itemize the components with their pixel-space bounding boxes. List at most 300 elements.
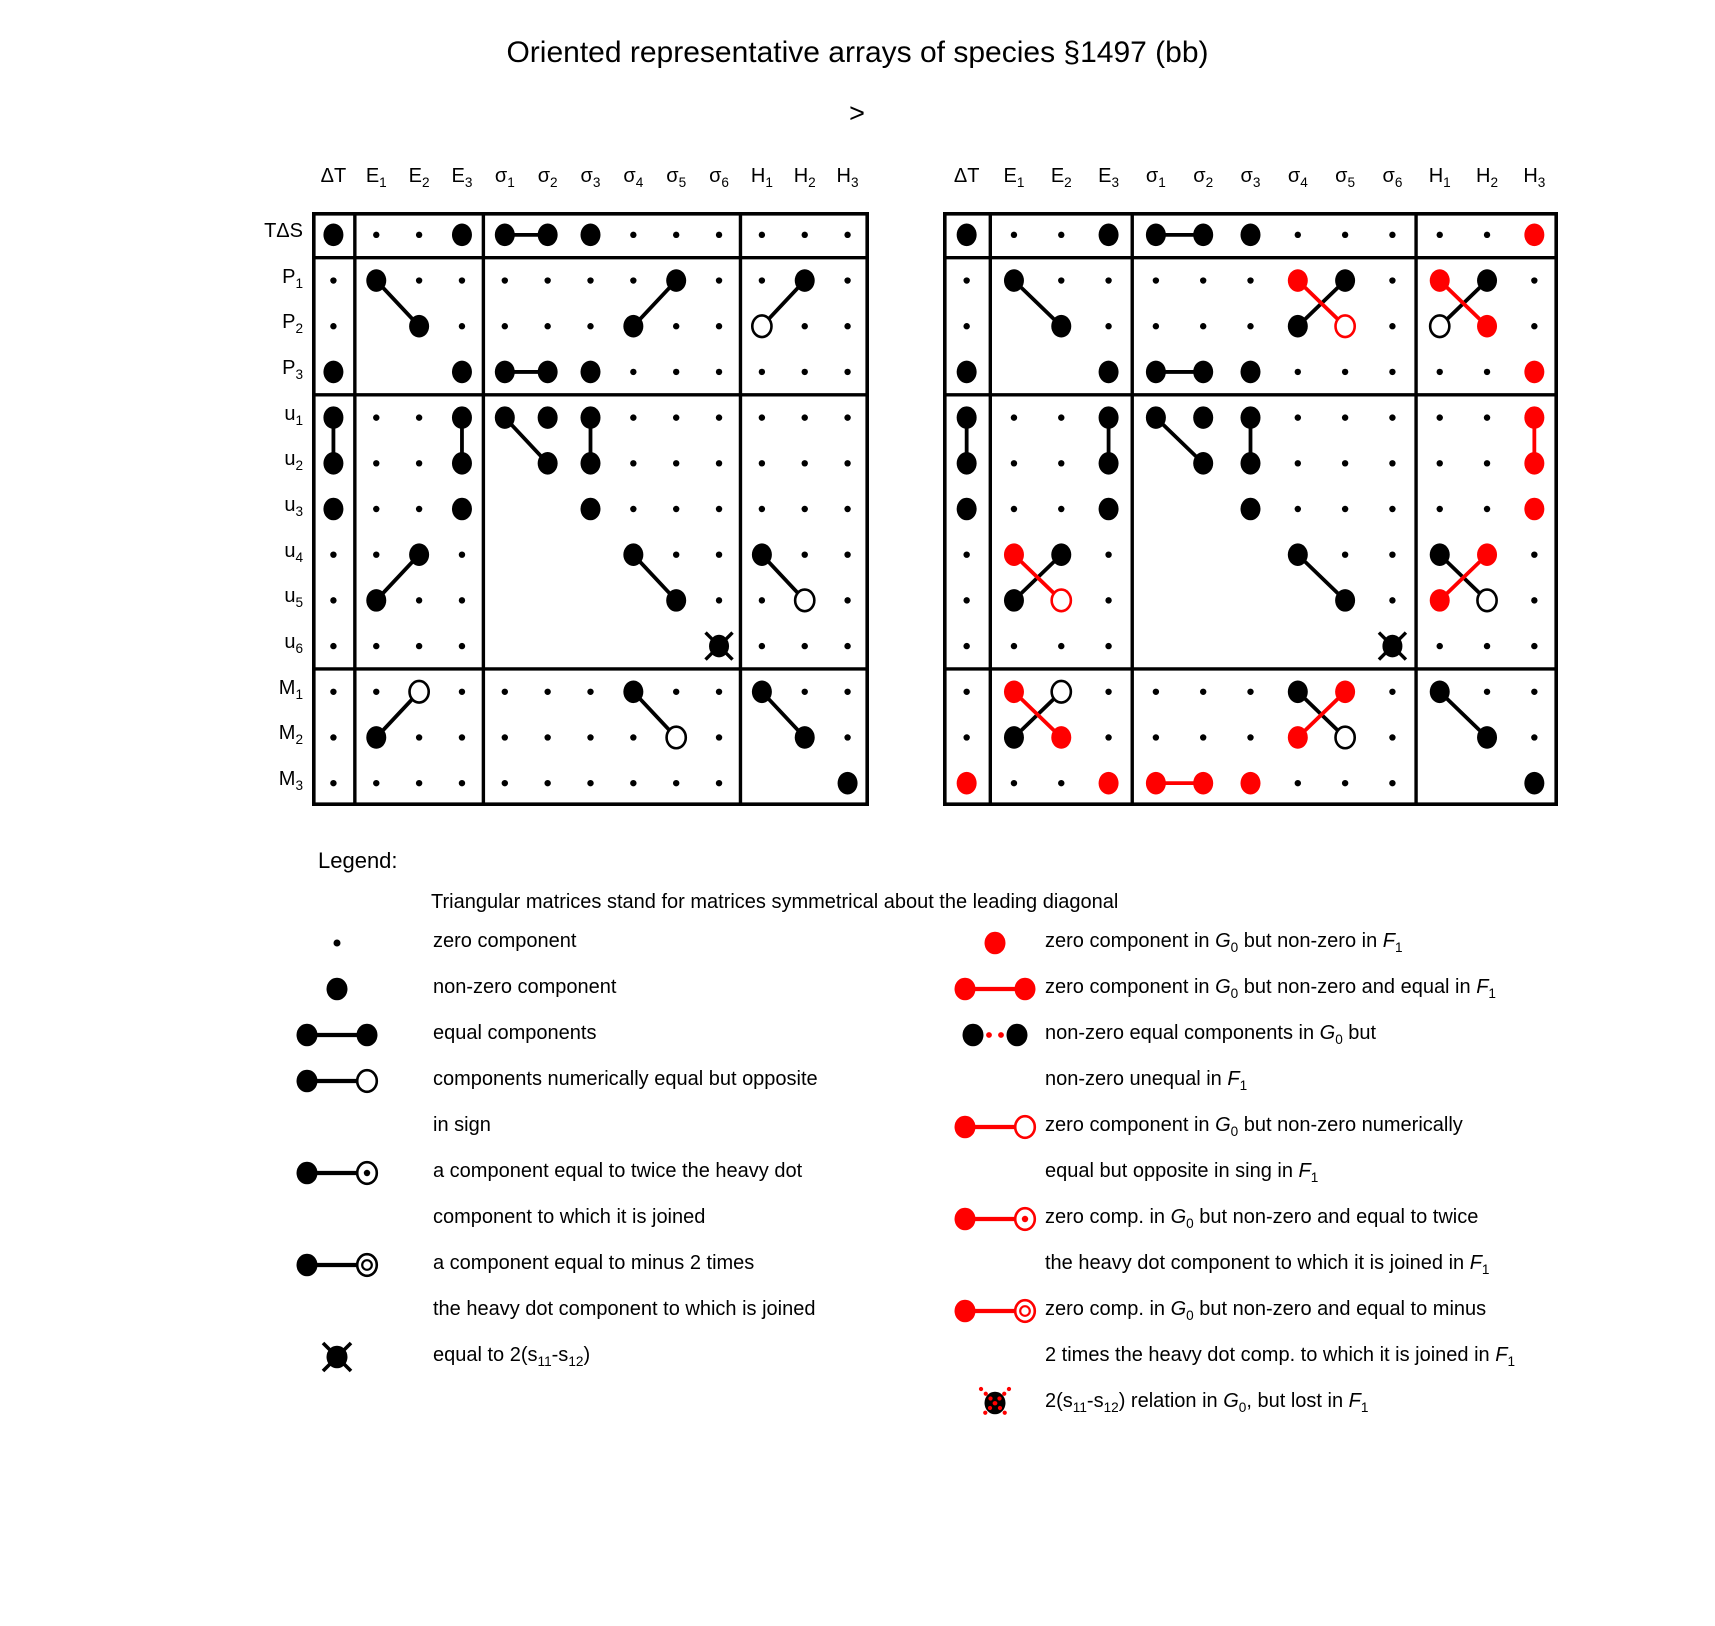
zero-dot: [1200, 323, 1206, 329]
zero-dot: [1484, 643, 1490, 649]
nonzero-dot: [1288, 680, 1308, 703]
red-nonzero-dot: [1524, 452, 1544, 475]
zero-dot: [716, 689, 722, 695]
zero-dot: [963, 551, 969, 557]
red-nonzero-dot: [1288, 269, 1308, 292]
zero-dot: [1437, 232, 1443, 238]
zero-dot: [963, 323, 969, 329]
zero-dot: [373, 232, 379, 238]
zero-dot: [1437, 643, 1443, 649]
zero-dot: [1342, 506, 1348, 512]
open-circle: [1477, 590, 1496, 612]
zero-dot: [1295, 414, 1301, 420]
legend-text: components numerically equal but opposite: [433, 1068, 818, 1090]
zero-dot: [1200, 277, 1206, 283]
zero-dot: [1153, 689, 1159, 695]
nonzero-dot: [838, 772, 858, 795]
zero-dot: [459, 689, 465, 695]
zero-dot: [1295, 232, 1301, 238]
zero-dot: [1437, 414, 1443, 420]
nonzero-dot: [1193, 452, 1213, 475]
legend-text: zero component in $G_0$ but non-zero and equal in $F_1$: [1045, 976, 1496, 1001]
comparison-operator: >: [849, 98, 865, 128]
nonzero-dot: [1099, 224, 1119, 247]
opp-ko-icon: [287, 1058, 387, 1104]
zero-dot: [1105, 597, 1111, 603]
zero-dot: [373, 643, 379, 649]
legend-note: Triangular matrices stand for matrices symmetrical about the leading diagonal: [431, 891, 1119, 913]
uneq-icon: [945, 1012, 1045, 1058]
open-circle: [410, 681, 429, 703]
col-label: $\sigma_5$: [666, 165, 687, 190]
eq-rr-icon: [945, 966, 1045, 1012]
zero-dot: [330, 597, 336, 603]
red-nonzero-dot: [957, 772, 977, 795]
nonzero-dot: [957, 224, 977, 247]
nonzero-dot: [1241, 452, 1261, 475]
col-label: ΔT: [320, 165, 347, 187]
zero-dot: [673, 414, 679, 420]
zero-dot: [1437, 506, 1443, 512]
col-label: $E_2$: [408, 165, 430, 190]
zero-dot: [459, 323, 465, 329]
zero-dot: [716, 369, 722, 375]
nonzero-dot: [1241, 498, 1261, 521]
nonzero-dot: [1477, 726, 1497, 749]
red-nonzero-dot: [1477, 315, 1497, 338]
col-label: $\sigma_3$: [580, 165, 601, 190]
twice-k-icon: [287, 1150, 387, 1196]
col-label: $H_2$: [793, 165, 816, 190]
legend-text: non-zero unequal in $F_1$: [1045, 1068, 1248, 1093]
zero-dot: [1295, 460, 1301, 466]
zero-dot: [1437, 460, 1443, 466]
zero-dot: [502, 323, 508, 329]
legend-text: equal but opposite in sing in $F_1$: [1045, 1160, 1319, 1185]
zero-dot: [630, 460, 636, 466]
open-circle: [1052, 590, 1071, 612]
zero-dot: [1153, 277, 1159, 283]
x-k-icon: [287, 1334, 387, 1380]
row-label: $u_4$: [284, 539, 303, 565]
nonzero-dot: [957, 361, 977, 384]
zero-dot: [963, 597, 969, 603]
zero-dot: [1011, 643, 1017, 649]
nonzero-dot: [752, 543, 772, 566]
nonzero-dot: [1146, 224, 1166, 247]
nonzero-dot: [1288, 543, 1308, 566]
row-label: $u_3$: [284, 494, 303, 519]
zero-dot: [844, 460, 850, 466]
row-label: $M_3$: [278, 768, 303, 794]
col-label: $\sigma_4$: [623, 165, 644, 190]
zero-icon: [287, 920, 387, 966]
nonzero-dot: [1099, 406, 1119, 429]
red-nonzero-dot: [1524, 498, 1544, 521]
row-label: $P_1$: [282, 265, 303, 291]
zero-dot: [673, 506, 679, 512]
zero-dot: [1437, 369, 1443, 375]
nonzero-dot: [1051, 315, 1071, 338]
zero-dot: [330, 780, 336, 786]
zero-dot: [1011, 506, 1017, 512]
zero-dot: [587, 780, 593, 786]
zero-dot: [1484, 506, 1490, 512]
nonzero-dot: [323, 224, 343, 247]
open-circle: [1430, 315, 1449, 337]
nonzero-dot: [1193, 406, 1213, 429]
zero-dot: [1058, 232, 1064, 238]
zero-dot: [963, 734, 969, 740]
zero-dot: [544, 323, 550, 329]
col-label: $\sigma_1$: [1145, 165, 1166, 190]
nonzero-dot: [1430, 543, 1450, 566]
zero-dot: [759, 597, 765, 603]
legend-text: non-zero equal components in $G_0$ but: [1045, 1022, 1377, 1047]
zero-dot: [716, 551, 722, 557]
nonzero-dot: [1099, 452, 1119, 475]
legend-text: a component equal to minus 2 times: [433, 1252, 755, 1274]
zero-dot: [502, 780, 508, 786]
zero-dot: [673, 551, 679, 557]
col-label: $H_3$: [836, 165, 859, 190]
row-label: $M_1$: [278, 676, 303, 702]
minus2-k-icon: [287, 1242, 387, 1288]
legend-text: zero comp. in $G_0$ but non-zero and equal to minus: [1045, 1298, 1487, 1323]
zero-dot: [373, 506, 379, 512]
zero-dot: [1531, 643, 1537, 649]
zero-dot: [1105, 643, 1111, 649]
zero-dot: [844, 643, 850, 649]
zero-dot: [802, 414, 808, 420]
nonzero-dot: [1004, 589, 1024, 612]
col-label: $\sigma_6$: [1382, 165, 1403, 190]
nonzero-dot: [323, 361, 343, 384]
zero-dot: [373, 551, 379, 557]
zero-dot: [716, 460, 722, 466]
nz-r-icon: [945, 920, 1045, 966]
zero-dot: [1011, 414, 1017, 420]
nonzero-dot: [1099, 498, 1119, 521]
nonzero-dot: [1193, 361, 1213, 384]
zero-dot: [963, 689, 969, 695]
red-nonzero-dot: [1099, 772, 1119, 795]
twice-r-icon: [945, 1196, 1045, 1242]
zero-dot: [1531, 597, 1537, 603]
legend-text: the heavy dot component to which it is joined in $F_1$: [1045, 1252, 1490, 1277]
zero-dot: [459, 597, 465, 603]
row-label: $u_2$: [284, 448, 303, 474]
zero-dot: [802, 369, 808, 375]
zero-dot: [1531, 689, 1537, 695]
nonzero-dot: [581, 361, 601, 384]
col-label: $H_1$: [1428, 165, 1451, 190]
x-lost-icon: [945, 1380, 1045, 1426]
nonzero-dot: [409, 543, 429, 566]
zero-dot: [673, 460, 679, 466]
nonzero-dot: [1241, 361, 1261, 384]
nonzero-dot: [323, 452, 343, 475]
zero-dot: [963, 643, 969, 649]
nonzero-dot: [581, 224, 601, 247]
zero-dot: [544, 780, 550, 786]
zero-dot: [1200, 689, 1206, 695]
legend-text: zero component in $G_0$ but non-zero numerically: [1045, 1114, 1463, 1139]
zero-dot: [1153, 323, 1159, 329]
zero-dot: [1342, 460, 1348, 466]
zero-dot: [802, 506, 808, 512]
nonzero-dot: [1146, 406, 1166, 429]
zero-dot: [1389, 734, 1395, 740]
nonzero-dot: [1241, 224, 1261, 247]
zero-dot: [1295, 369, 1301, 375]
col-label: $H_2$: [1476, 165, 1499, 190]
col-label: $H_1$: [750, 165, 773, 190]
zero-dot: [1389, 323, 1395, 329]
red-nonzero-dot: [1004, 680, 1024, 703]
nonzero-dot: [1524, 772, 1544, 795]
zero-dot: [844, 414, 850, 420]
col-label: $E_3$: [451, 165, 473, 190]
zero-dot: [716, 597, 722, 603]
zero-dot: [1011, 460, 1017, 466]
zero-dot: [1247, 323, 1253, 329]
zero-dot: [416, 597, 422, 603]
zero-dot: [630, 734, 636, 740]
zero-dot: [1531, 277, 1537, 283]
nonzero-dot: [538, 406, 558, 429]
zero-dot: [1342, 780, 1348, 786]
zero-dot: [716, 414, 722, 420]
zero-dot: [1531, 551, 1537, 557]
zero-dot: [1389, 414, 1395, 420]
zero-dot: [1389, 780, 1395, 786]
zero-dot: [416, 414, 422, 420]
zero-dot: [502, 277, 508, 283]
nonzero-dot: [495, 406, 515, 429]
zero-dot: [373, 460, 379, 466]
nonzero-dot: [452, 498, 472, 521]
zero-dot: [844, 232, 850, 238]
row-label: $u_5$: [284, 585, 303, 611]
nonzero-dot: [452, 406, 472, 429]
zero-dot: [716, 277, 722, 283]
zero-dot: [416, 232, 422, 238]
zero-dot: [1247, 734, 1253, 740]
nonzero-dot: [752, 680, 772, 703]
legend-text: the heavy dot component to which is joined: [433, 1298, 816, 1320]
zero-dot: [802, 643, 808, 649]
nonzero-dot: [1335, 269, 1355, 292]
zero-dot: [802, 460, 808, 466]
zero-dot: [844, 597, 850, 603]
nonzero-dot: [1004, 726, 1024, 749]
zero-dot: [673, 232, 679, 238]
zero-dot: [416, 643, 422, 649]
red-nonzero-dot: [1524, 406, 1544, 429]
nonzero-dot: [366, 269, 386, 292]
zero-dot: [459, 734, 465, 740]
zero-dot: [330, 689, 336, 695]
zero-dot: [759, 369, 765, 375]
red-nonzero-dot: [1430, 589, 1450, 612]
zero-dot: [1389, 369, 1395, 375]
zero-dot: [630, 780, 636, 786]
zero-dot: [759, 277, 765, 283]
legend-text: zero component: [433, 930, 577, 952]
nonzero-dot: [623, 543, 643, 566]
red-nonzero-dot: [1288, 726, 1308, 749]
zero-dot: [459, 277, 465, 283]
legend-text: equal to $2(s_{11}-s_{12})$: [433, 1344, 591, 1369]
zero-dot: [1531, 323, 1537, 329]
zero-dot: [759, 232, 765, 238]
zero-dot: [759, 460, 765, 466]
zero-dot: [587, 734, 593, 740]
col-label: $E_2$: [1050, 165, 1072, 190]
col-label: $\sigma_1$: [494, 165, 515, 190]
col-label: $\sigma_2$: [1193, 165, 1214, 190]
nonzero-dot: [666, 589, 686, 612]
nonzero-dot: [581, 498, 601, 521]
zero-dot: [1342, 551, 1348, 557]
col-label: $\sigma_3$: [1240, 165, 1261, 190]
zero-dot: [1484, 689, 1490, 695]
nonzero-dot: [323, 498, 343, 521]
minus2-r-icon: [945, 1288, 1045, 1334]
red-nonzero-dot: [1477, 543, 1497, 566]
zero-dot: [1484, 414, 1490, 420]
zero-dot: [630, 232, 636, 238]
zero-dot: [1389, 232, 1395, 238]
row-label: $P_2$: [282, 311, 303, 337]
zero-dot: [1058, 277, 1064, 283]
col-label: ΔT: [953, 165, 980, 187]
zero-dot: [459, 780, 465, 786]
nonzero-dot: [795, 269, 815, 292]
zero-dot: [844, 277, 850, 283]
eq-kk-icon: [287, 1012, 387, 1058]
zero-dot: [673, 369, 679, 375]
nonzero-dot: [666, 269, 686, 292]
zero-dot: [373, 689, 379, 695]
zero-dot: [802, 323, 808, 329]
zero-dot: [1295, 780, 1301, 786]
zero-dot: [1105, 689, 1111, 695]
zero-dot: [330, 277, 336, 283]
zero-dot: [459, 551, 465, 557]
row-label: $P_3$: [282, 356, 303, 382]
zero-dot: [630, 369, 636, 375]
zero-dot: [459, 643, 465, 649]
open-circle: [1336, 727, 1355, 749]
zero-dot: [802, 232, 808, 238]
zero-dot: [1295, 506, 1301, 512]
nonzero-dot: [495, 361, 515, 384]
matrix-g0: [312, 212, 869, 806]
col-label: $E_1$: [365, 165, 387, 190]
zero-dot: [1247, 277, 1253, 283]
zero-dot: [716, 780, 722, 786]
row-label: TΔS: [264, 219, 303, 242]
zero-dot: [1153, 734, 1159, 740]
nonzero-dot: [1193, 224, 1213, 247]
nonzero-dot: [366, 589, 386, 612]
zero-dot: [759, 506, 765, 512]
zero-dot: [1484, 460, 1490, 466]
nonzero-dot: [1004, 269, 1024, 292]
nonzero-dot: [452, 452, 472, 475]
zero-dot: [759, 643, 765, 649]
nonzero-dot: [1099, 361, 1119, 384]
zero-dot: [1105, 277, 1111, 283]
zero-dot: [844, 323, 850, 329]
nonzero-dot: [409, 315, 429, 338]
nonzero-dot: [1241, 406, 1261, 429]
col-label: $\sigma_4$: [1287, 165, 1308, 190]
nonzero-dot: [538, 452, 558, 475]
zero-dot: [844, 506, 850, 512]
red-nonzero-dot: [1241, 772, 1261, 795]
zero-dot: [1058, 414, 1064, 420]
zero-dot: [416, 506, 422, 512]
red-nonzero-dot: [1004, 543, 1024, 566]
zero-dot: [416, 460, 422, 466]
zero-dot: [1105, 551, 1111, 557]
zero-dot: [1389, 506, 1395, 512]
zero-dot: [1342, 414, 1348, 420]
row-label: $u_1$: [284, 402, 303, 428]
open-circle: [667, 727, 686, 749]
zero-dot: [1058, 780, 1064, 786]
zero-dot: [1058, 643, 1064, 649]
col-label: $E_1$: [1003, 165, 1025, 190]
zero-dot: [416, 780, 422, 786]
zero-dot: [802, 551, 808, 557]
zero-dot: [1105, 323, 1111, 329]
red-nonzero-dot: [1051, 726, 1071, 749]
nonzero-dot: [323, 406, 343, 429]
nonzero-dot: [366, 726, 386, 749]
legend-text: zero comp. in $G_0$ but non-zero and equal to twice: [1045, 1206, 1479, 1231]
zero-dot: [330, 551, 336, 557]
zero-dot: [716, 323, 722, 329]
nonzero-dot: [452, 224, 472, 247]
col-label: $\sigma_2$: [537, 165, 558, 190]
col-label: $E_3$: [1098, 165, 1120, 190]
nonzero-dot: [538, 224, 558, 247]
nonzero-dot: [1477, 269, 1497, 292]
nonzero-dot: [1146, 361, 1166, 384]
nonzero-dot: [795, 726, 815, 749]
zero-dot: [673, 689, 679, 695]
zero-dot: [1342, 369, 1348, 375]
open-circle: [795, 590, 814, 612]
red-nonzero-dot: [1524, 224, 1544, 247]
red-nonzero-dot: [1146, 772, 1166, 795]
zero-dot: [587, 277, 593, 283]
nonzero-dot: [495, 224, 515, 247]
nonzero-dot: [1288, 315, 1308, 338]
zero-dot: [416, 734, 422, 740]
matrix-f1: [943, 212, 1558, 806]
nonzero-dot: [623, 680, 643, 703]
row-label: $u_6$: [284, 631, 303, 657]
zero-dot: [373, 414, 379, 420]
zero-dot: [1058, 460, 1064, 466]
zero-dot: [844, 734, 850, 740]
open-circle: [752, 315, 771, 337]
